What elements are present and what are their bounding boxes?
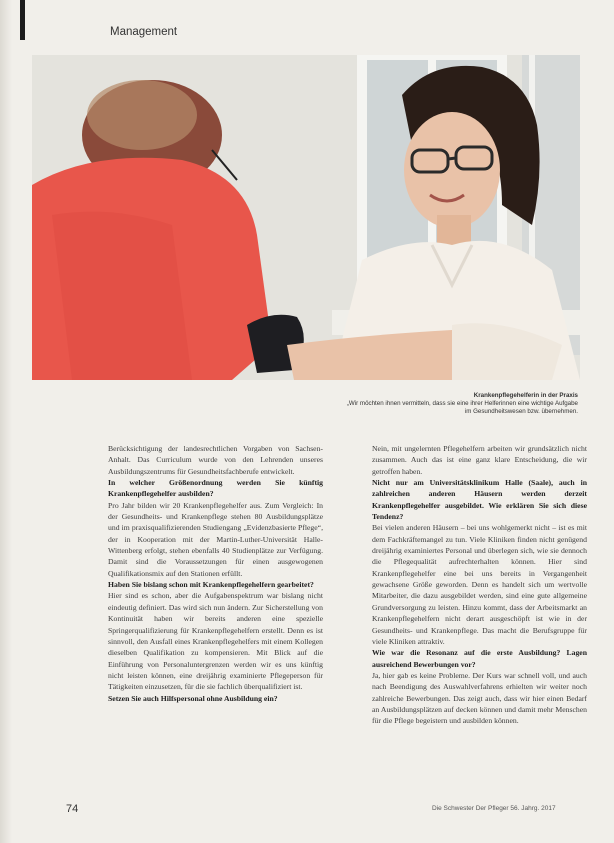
interview-question: Setzen Sie auch Hilfspersonal ohne Ausbildung ein? bbox=[108, 693, 278, 703]
spine-mark bbox=[20, 0, 25, 40]
paragraph: Nein, mit ungelernten Pflegehelfern arbeiten wir grundsätzlich nicht zusammen. Auch das ist eine ganz klare Entscheidung, die wir getroffen haben. bbox=[372, 444, 587, 476]
article-column-right bbox=[372, 443, 587, 727]
paragraph: Berücksichtigung der landesrechtlichen Vorgaben von Sachsen-Anhalt. Das Curriculum wurde von den Lehrenden unseres Ausbildungszentrums für Gesundheitsfachberufe entwickelt. bbox=[108, 444, 323, 476]
photo-caption bbox=[342, 392, 578, 416]
caption-text: „Wir möchten ihnen vermitteln, dass sie eine ihrer Helferinnen eine wichtige Aufgabe im Gesundheitswesen bzw. übernehmen. bbox=[346, 400, 578, 415]
interview-question: Nicht nur am Universitätsklinikum Halle (Saale), auch in zahlreichen anderen Häusern werden derzeit Krankenpflegehelfer ausgebildet. Wie erklären Sie sich diese Tendenz? bbox=[372, 478, 587, 522]
interview-question: Haben Sie bislang schon mit Krankenpflegehelfern gearbeitet? bbox=[108, 580, 314, 590]
interview-question: Wie war die Resonanz auf die erste Ausbildung? Lagen ausreichend Bewerbungen vor? bbox=[372, 648, 587, 669]
section-label: Management bbox=[110, 26, 178, 38]
article-photo bbox=[32, 55, 580, 380]
paragraph: Bei vielen anderen Häusern – bei uns wohlgemerkt nicht – ist es mit dem Fachkräftemangel zu tun. Viele Kliniken finden nicht genügend dreijährig examiniertes Personal und überlegen sich, wie sie dennoch die Pflegequalität aufrechterhalten können. Hier sind Krankenpflegehelfer eine bei uns bereits in Vergangenheit gewachsene Größe geworden. Denn es handelt sich um wertvolle Mitarbeiter, die dazu ausgebildet werden, sind eine gute allgemeine Grundversorgung zu leisten. Hinzu kommt, dass der Arbeitsmarkt an Krankenpflegehelfern nicht derart ausgeschöpft ist wie in der Gesundheits- und Krankenpflege. Das macht die Berufsgruppe für viele Kliniken attraktiv. bbox=[372, 523, 587, 646]
caption-title: Krankenpflegehelferin in der Praxis bbox=[473, 392, 578, 399]
paragraph: Hier sind es schon, aber die Aufgabenspektrum war bislang nicht eindeutig definiert. Das wird sich nun ändern. Zur Sicherstellung von Kontinuität haben wir bereits anderen eine spezielle Springerqualifizierung für Krankenpflegehelfern erstellt. Denn es ist sinnvoll, den Ausfall eines Krankenpflegehelfers mit einem Kollegen dieselben Qualifikation zu kompensieren. Mit Blick auf die Einführung von Personaluntergrenzen werden wir es uns künftig nicht leisten können, eine dreijährig examinierte Pflegeperson für Tätigkeiten einzusetzen, für die sie fachlich überqualifiziert ist. bbox=[108, 591, 323, 692]
article-column-left bbox=[108, 443, 323, 704]
page-number: 74 bbox=[66, 803, 79, 815]
page-edge bbox=[0, 0, 12, 843]
photo-nurse-measuring-blood-pressure-icon bbox=[32, 55, 580, 380]
interview-question: In welcher Größenordnung werden Sie künftig Krankenpflegehelfer ausbilden? bbox=[108, 478, 323, 499]
paragraph: Pro Jahr bilden wir 20 Krankenpflegehelfer aus. Zum Vergleich: In der Gesundheits- und Krankenpflege stehen 80 Ausbildungsplätze und im praxisqualifizierenden Studiengang „Evidenzbasierte Pflege“, der in Kooperation mit der Martin-Luther-Universität Halle-Wittenberg erfolgt, stehen ebenfalls 40 Studienplätze zur Verfügung. Damit sind die Voraussetzungen für einen ausgewogenen Qualifikationsmix auf den Stationen erfüllt. bbox=[108, 500, 323, 578]
journal-name: Die Schwester Der Pfleger 56. Jahrg. 2017 bbox=[432, 805, 556, 812]
paragraph: Ja, hier gab es keine Probleme. Der Kurs war schnell voll, und auch nach Beendigung des Auswahlverfahrens erhielten wir weiter noch zahlreiche Bewerbungen. Das zeigt auch, dass wir hier einen Bedarf an Ausbildungsplätzen auf decken können und damit mehr Menschen für die Pflege begeistern und ausbilden können. bbox=[372, 670, 587, 726]
